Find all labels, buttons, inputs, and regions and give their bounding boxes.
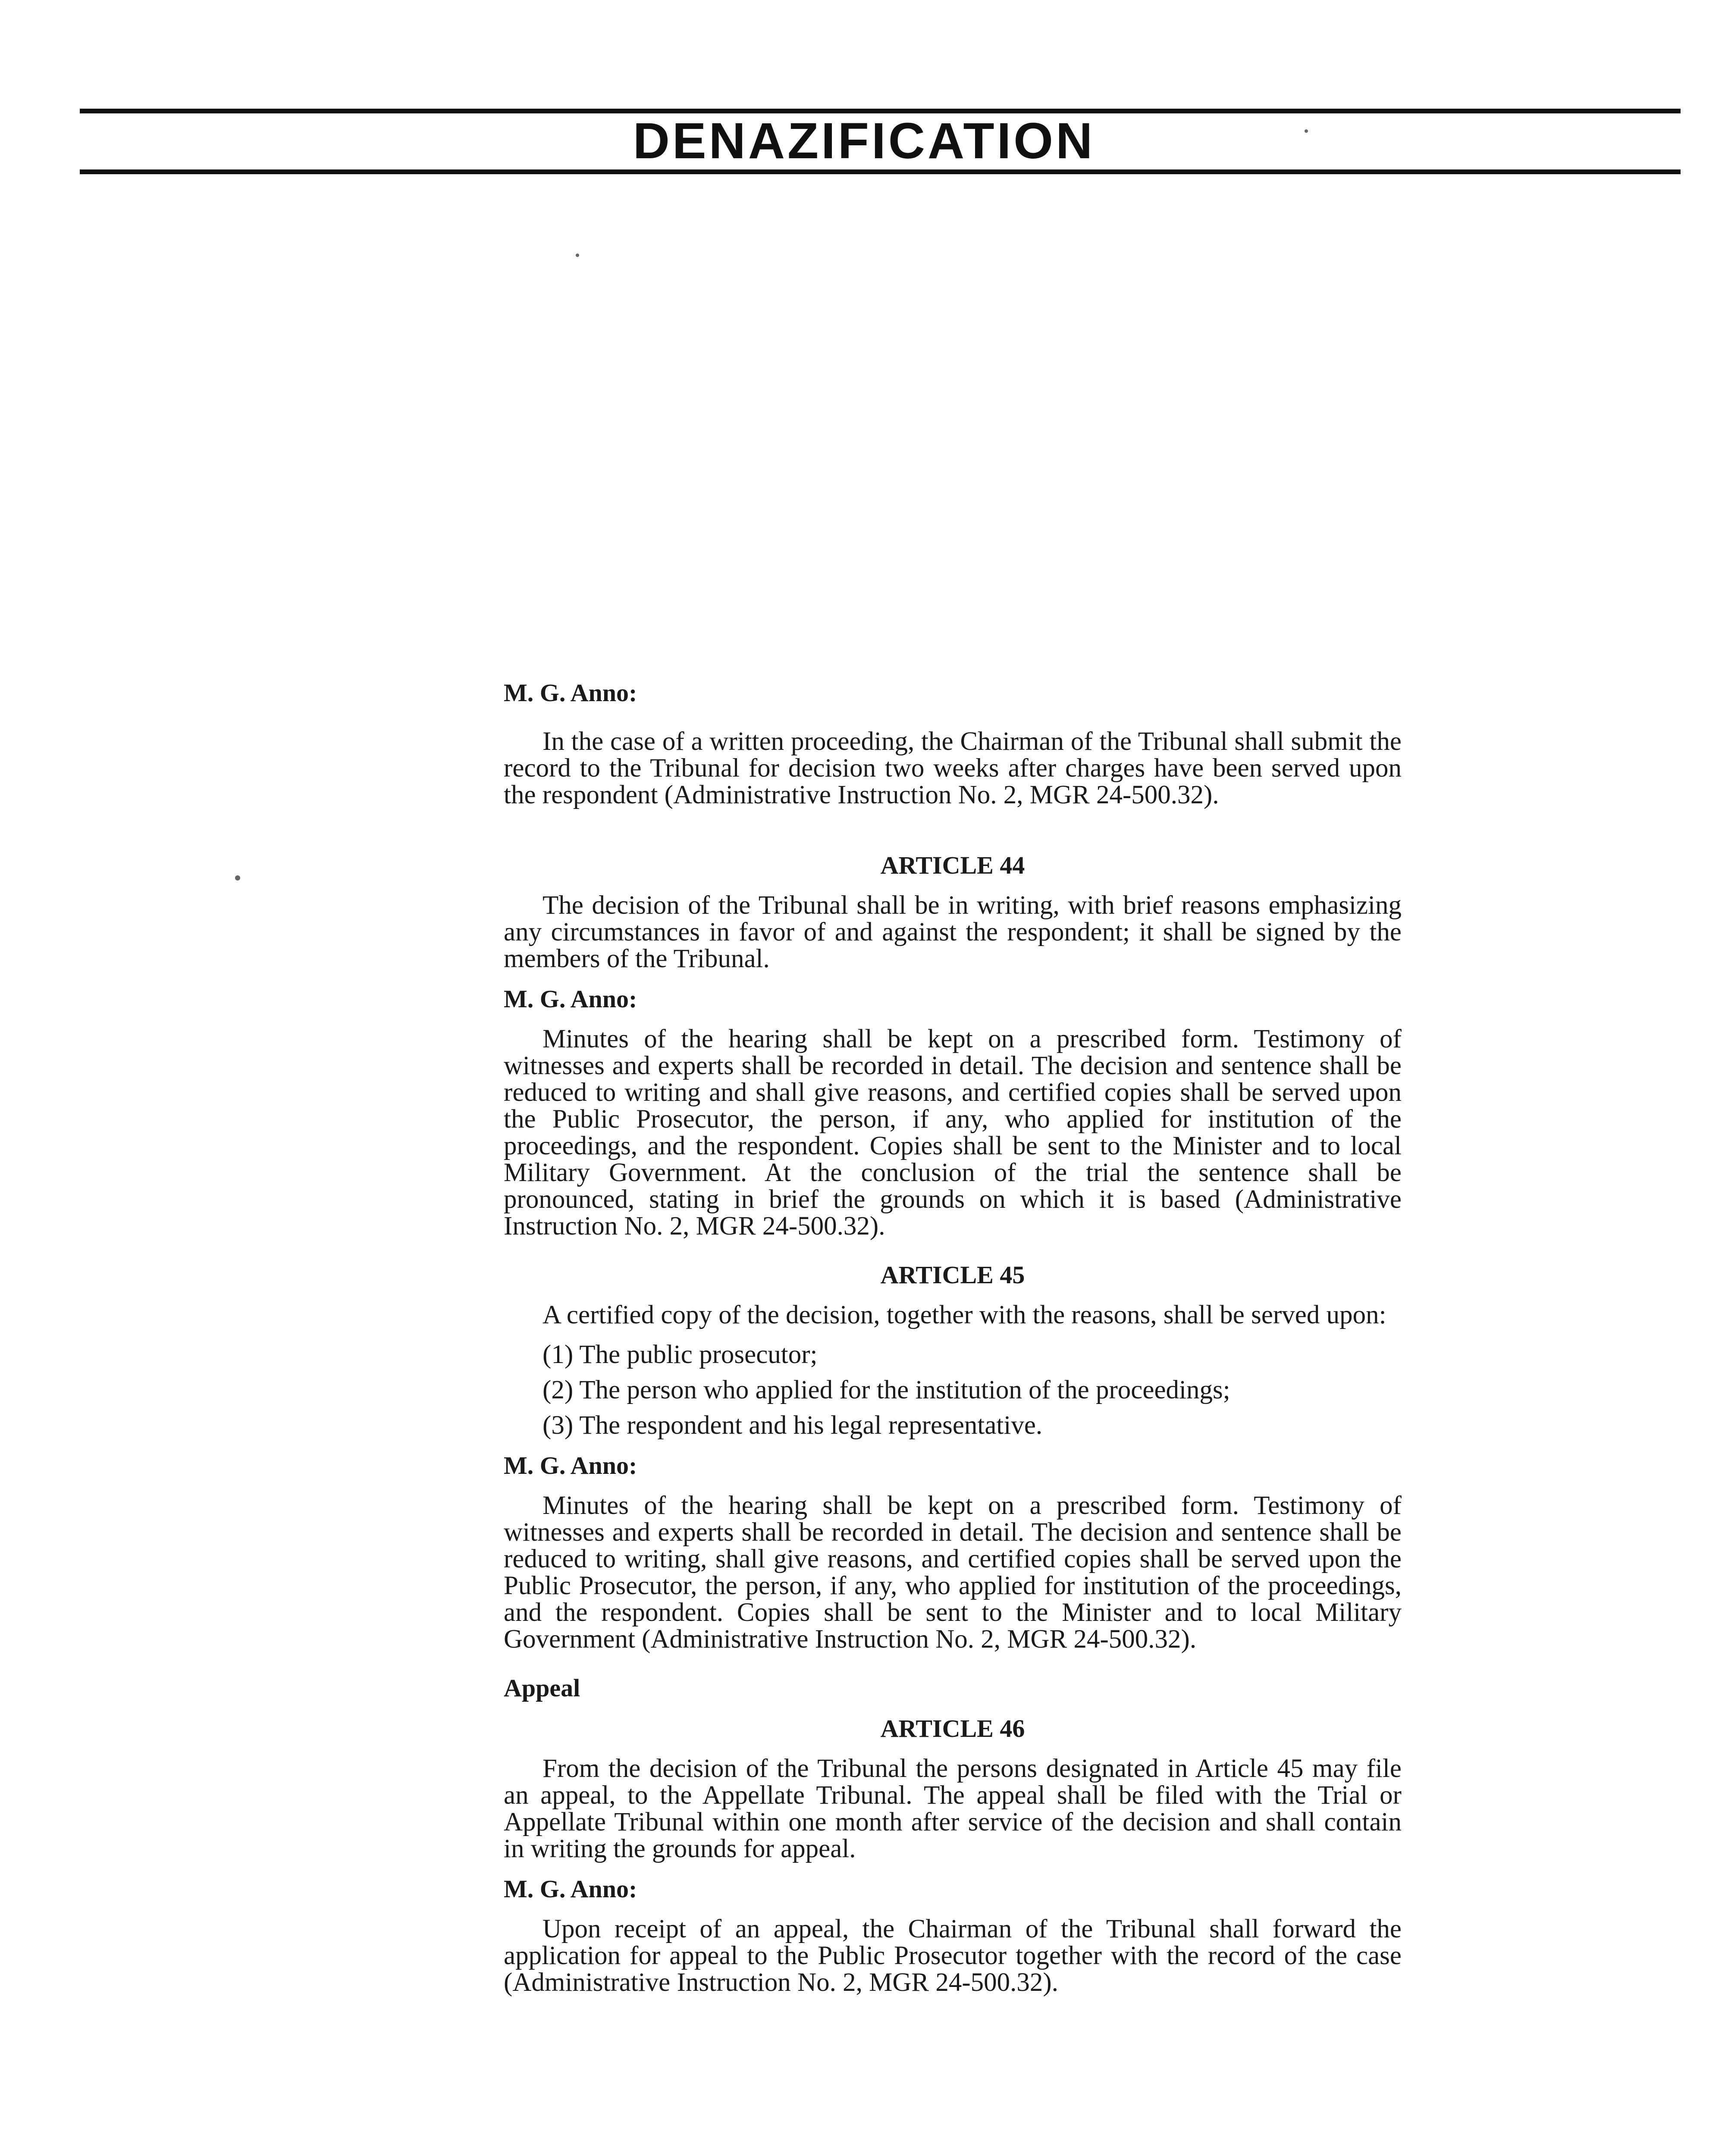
list-item: (2) The person who applied for the institution of the proceedings; [543,1376,1230,1404]
article-46-heading: ARTICLE 46 [880,1714,1025,1742]
mg-anno-text: Minutes of the hearing shall be kept on a prescribed form. Testimony of witnesses and experts shall be recorded in detail. The decision and sentence shall be reduced to writing and shall give reasons, and certified copies shall be served upon the Public Prosecutor, the person, if any, who applied for institution of the proceedings, and the respondent. Copies shall be sent to the Minister and to local Military Government. At the conclusion of the trial the sentence shall be pronounced, stating in brief the grounds on which it is based (Administrative Instruction No. 2, MGR 24-500.32). [504,1025,1402,1241]
scan-speck [576,254,579,257]
mg-anno-text: In the case of a written proceeding, the Chairman of the Tribunal shall submit the record to the Tribunal for decision two weeks after charges have been served upon the respondent (Administrative Instruction No. 2, MGR 24-500.32). [504,727,1402,809]
page-header-title: DENAZIFICATION [633,113,1095,169]
scan-speck [235,875,240,881]
list-item: (3) The respondent and his legal representative. [543,1411,1043,1440]
mg-anno-label: M. G. Anno: [504,1875,637,1903]
mg-anno-text: Minutes of the hearing shall be kept on a prescribed form. Testimony of witnesses and experts shall be recorded in detail. The decision and sentence shall be reduced to writing, shall give reasons, and certified copies shall be served upon the Public Prosecutor, the person, if any, who applied for institution of the proceedings, and the respondent. Copies shall be sent to the Minister and to local Military Government (Administrative Instruction No. 2, MGR 24-500.32). [504,1491,1402,1654]
served-parties-list [504,1341,1402,1439]
appeal-section-label: Appeal [504,1674,580,1702]
scan-speck [1305,129,1308,133]
mg-anno-text: Upon receipt of an appeal, the Chairman of the Tribunal shall forward the application for appeal to the Public Prosecutor together with the record of the case (Administrative Instruction No. 2, MGR 24-500.32). [504,1915,1402,1997]
article-46-text: From the decision of the Tribunal the persons designated in Article 45 may file an appeal, to the Appellate Tribunal. The appeal shall be filed with the Trial or Appellate Tribunal within one month after service of the decision and shall contain in writing the grounds for appeal. [504,1754,1402,1863]
mg-anno-label: M. G. Anno: [504,679,637,707]
article-45-text: A certified copy of the decision, together with the reasons, shall be served upon: [543,1300,1386,1329]
header-bottom-rule [80,169,1681,174]
list-item: (1) The public prosecutor; [543,1340,818,1369]
article-44-heading: ARTICLE 44 [880,851,1025,879]
article-45-heading: ARTICLE 45 [880,1261,1025,1289]
article-44-text: The decision of the Tribunal shall be in writing, with brief reasons emphasizing any circumstances in favor of and against the respondent; it shall be signed by the members of the Tribunal. [504,891,1402,973]
document-body [504,679,1402,1996]
mg-anno-label: M. G. Anno: [504,985,637,1013]
mg-anno-label: M. G. Anno: [504,1451,637,1479]
